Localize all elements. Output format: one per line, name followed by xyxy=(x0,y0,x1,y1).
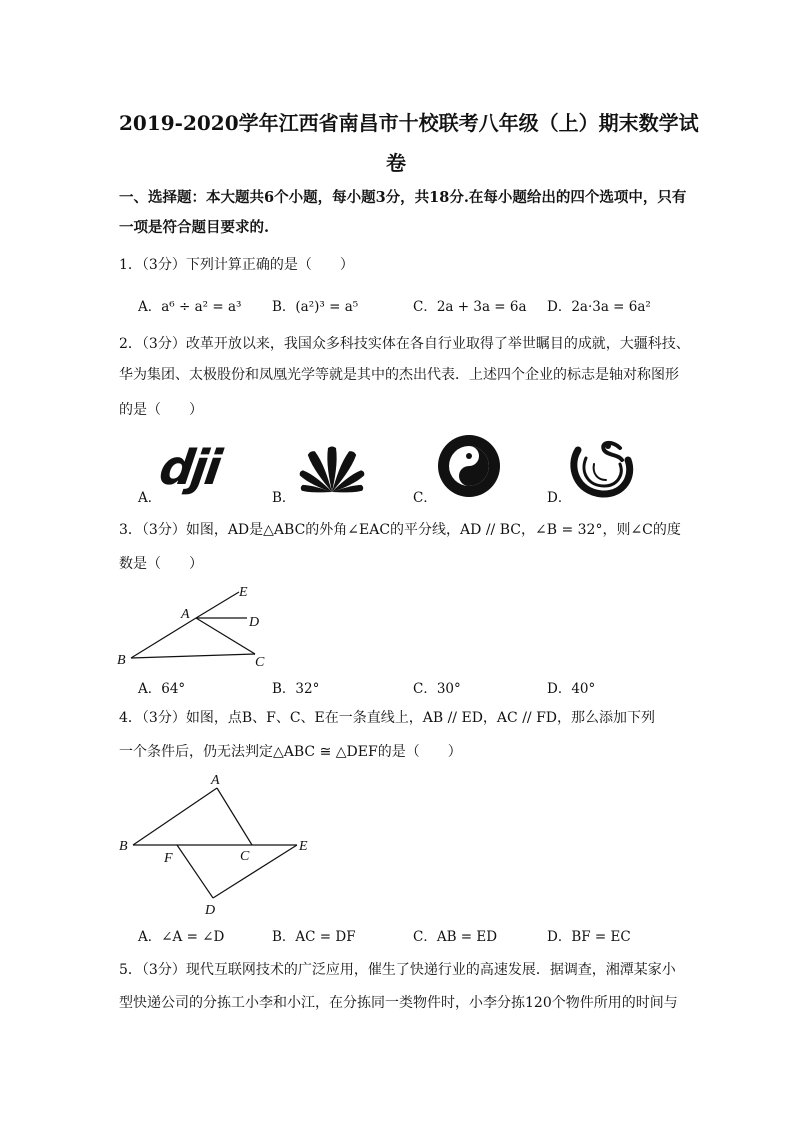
question-5-stem: 5．（3分）现代互联网技术的广泛应用，催生了快递行业的高速发展．据调查，湘潭某家小 xyxy=(119,962,676,978)
segment-fd xyxy=(177,845,213,898)
question-3-figure xyxy=(115,580,285,672)
taiji-logo-icon xyxy=(436,433,502,499)
label-b: B xyxy=(119,839,128,854)
label-f: F xyxy=(164,851,173,866)
label-b: B xyxy=(117,653,126,668)
question-3-stem: 3．（3分）如图，AD是△ABC的外角∠EAC的平分线，AD // BC，∠B = 32°，则∠C的度 xyxy=(119,522,681,538)
question-1-stem: 1．（3分）下列计算正确的是（ ） xyxy=(119,257,354,273)
question-2-stem-line2: 华为集团、太极股份和凤凰光学等就是其中的杰出代表．上述四个企业的标志是轴对称图形 xyxy=(119,367,679,383)
question-3-option-c: C．30° xyxy=(413,681,461,697)
label-c: C xyxy=(255,655,265,670)
question-2-option-d: D． xyxy=(547,490,572,506)
label-a: A xyxy=(211,773,220,788)
segment-ae xyxy=(196,592,239,618)
segment-ac xyxy=(217,788,252,845)
question-3-option-d: D．40° xyxy=(547,681,596,697)
label-a: A xyxy=(181,607,190,622)
segment-bc xyxy=(131,654,255,658)
phoenix-logo-icon xyxy=(566,436,636,500)
question-4-stem-line2: 一个条件后，仍无法判定△ABC ≅ △DEF的是（ ） xyxy=(119,744,462,760)
exam-title: 2019-2020学年江西省南昌市十校联考八年级（上）期末数学试 xyxy=(119,111,699,135)
label-d: D xyxy=(205,903,216,918)
question-2-stem: 2．（3分）改革开放以来，我国众多科技实体在各自行业取得了举世瞩目的成就，大疆科技、 xyxy=(119,336,690,352)
question-1-option-c: C．2a + 3a = 6a xyxy=(413,299,527,315)
huawei-logo-icon xyxy=(298,442,366,494)
question-2-option-a: A． xyxy=(138,490,162,506)
segment-ba xyxy=(131,618,196,658)
question-3-option-a: A．64° xyxy=(138,681,186,697)
question-5-stem-line2: 型快递公司的分拣工小李和小江，在分拣同一类物件时，小李分拣120个物件所用的时间与 xyxy=(119,995,678,1011)
question-2-option-c: C． xyxy=(413,490,437,506)
segment-ba xyxy=(133,788,217,845)
section-heading-continued: 一项是符合题目要求的. xyxy=(119,219,270,236)
question-2-option-b: B． xyxy=(272,490,296,506)
question-4-option-c: C．AB = ED xyxy=(413,929,498,945)
segment-de xyxy=(213,845,297,898)
question-3-option-b: B．32° xyxy=(272,681,320,697)
label-e: E xyxy=(239,585,248,600)
dji-logo-text: dji xyxy=(156,440,223,496)
question-4-option-b: B．AC = DF xyxy=(272,929,356,945)
question-1-option-b: B．(a²)³ = a⁵ xyxy=(272,299,359,315)
question-1-option-a: A．a⁶ ÷ a² = a³ xyxy=(138,299,242,315)
question-1-option-d: D．2a·3a = 6a² xyxy=(547,299,651,315)
label-e: E xyxy=(299,839,308,854)
question-4-option-a: A．∠A = ∠D xyxy=(138,929,225,945)
section-heading: 一、选择题：本大题共6个小题，每小题3分，共18分.在每小题给出的四个选项中，只有 xyxy=(119,189,687,206)
dji-logo-icon xyxy=(156,440,223,496)
question-4-stem: 4．（3分）如图，点B、F、C、E在一条直线上，AB // ED，AC // FD，那么添加下列 xyxy=(119,710,656,726)
question-3-stem-line2: 数是（ ） xyxy=(119,556,203,572)
label-c: C xyxy=(240,849,250,864)
label-d: D xyxy=(249,615,260,630)
question-2-stem-line3: 的是（ ） xyxy=(119,402,203,418)
exam-title-continued: 卷 xyxy=(386,151,406,175)
question-4-figure xyxy=(115,770,315,920)
segment-ac xyxy=(196,618,255,654)
question-4-option-d: D．BF = EC xyxy=(547,929,631,945)
